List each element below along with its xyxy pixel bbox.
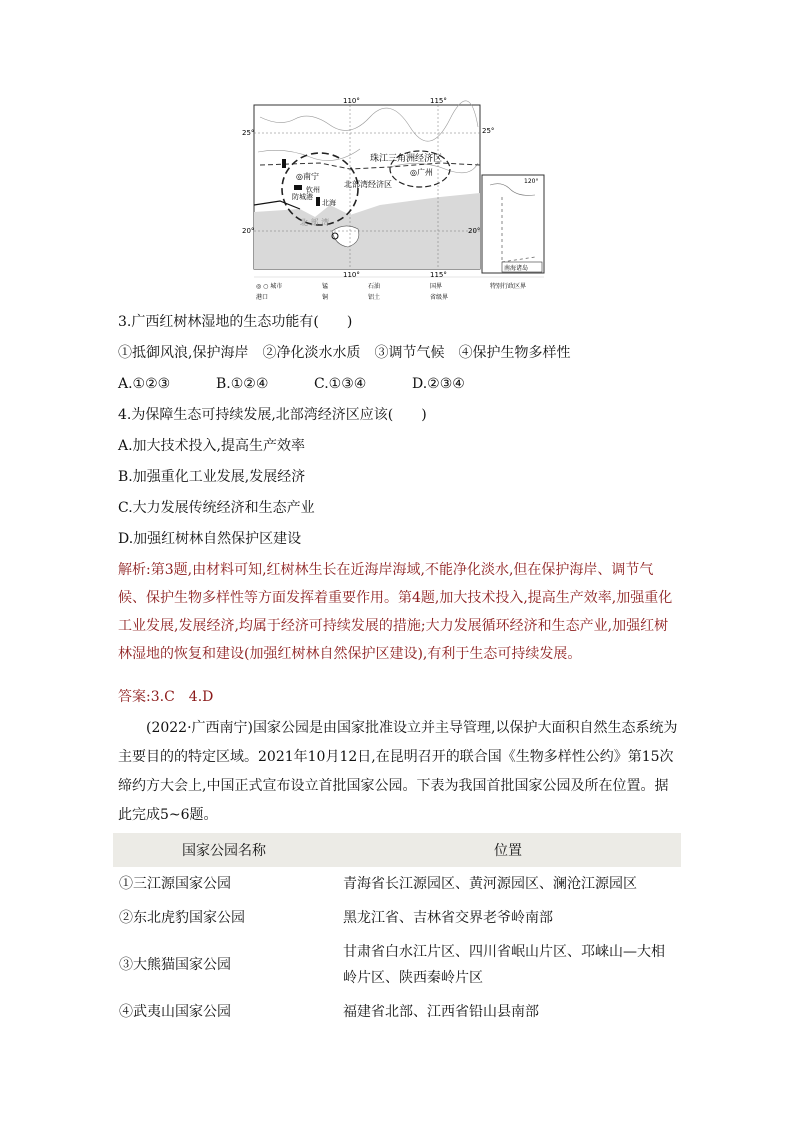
q4-option-d[interactable]: D.加强红树林自然保护区建设 [118, 531, 302, 547]
guangzhou-label: ◎广州 [410, 168, 433, 177]
q4-option-c[interactable]: C.大力发展传统经济和生态产业 [118, 500, 315, 516]
header-location: 位置 [335, 833, 681, 867]
legend-national-border: 国界 [430, 283, 443, 290]
park-location-cell: 福建省北部、江西省铅山县南部 [343, 1004, 539, 1020]
table-row [113, 935, 681, 995]
lat-25-right-label: 25° [482, 127, 495, 135]
q3-options: ①抵御风浪,保护海岸 ②净化淡水水质 ③调节气候 ④保护生物多样性 [118, 345, 571, 361]
intro-paragraph: (2022·广西南宁)国家公园是由国家批准设立并主导管理,以保护大面积自然生态系统为主要目的的特定区域。2021年10月12日,在昆明召开的联合国《生物多样性公约》第15次缔约方大会上,中国正式宣布设立首批国家公园。下表为我国首批国家公园及所在位置。据此完成5~6题。 [118, 720, 678, 823]
q4-option-b[interactable]: B.加强重化工业发展,发展经济 [118, 469, 306, 485]
legend-manganese: 锰 [322, 283, 329, 290]
q3-choice-a[interactable]: A.①②③ [118, 376, 171, 392]
table-row [113, 867, 681, 901]
park-location-cell: 黑龙江省、吉林省交界老爷岭南部 [343, 910, 553, 926]
inset-label: 南海诸岛 [504, 265, 529, 272]
legend-provincial-border: 省级界 [430, 294, 449, 301]
beihai-label: 北海 [322, 199, 336, 207]
park-name-cell: ②东北虎豹国家公园 [119, 910, 245, 926]
legend-aluminium: 铝土 [368, 294, 381, 301]
lon-110-label: 110° [343, 97, 360, 105]
prd-zone-label: 珠江三角洲经济区 [370, 154, 443, 164]
map-figure [240, 97, 550, 305]
lon-115-label: 115° [430, 97, 447, 105]
q3-choices [118, 374, 510, 394]
table-header-row [113, 833, 681, 867]
park-location-cell: 青海省长江源园区、黄河源园区、澜沧江源园区 [343, 876, 637, 892]
park-name-cell: ④武夷山国家公园 [119, 1004, 231, 1020]
table-row [113, 901, 681, 935]
lat-25-label: 25° [242, 129, 255, 137]
fangcheng-label: 防城港 [292, 193, 313, 201]
legend-city: ◎ ○ 城市 [256, 283, 283, 290]
q3-choice-c[interactable]: C.①③④ [314, 376, 367, 392]
legend-copper: 铜 [322, 294, 329, 301]
q3-stem: 3.广西红树林湿地的生态功能有( ) [118, 314, 353, 330]
park-location-cell: 甘肃省白水江片区、四川省岷山片区、邛崃山—大相岭片区、陕西秦岭片区 [343, 944, 665, 986]
lon-115-bottom-label: 115° [430, 271, 447, 279]
lat-20-right-label: 20° [468, 227, 481, 235]
beibu-gulf-map [240, 97, 550, 305]
q4-stem: 4.为保障生态可持续发展,北部湾经济区应该( ) [118, 407, 427, 423]
lon-120-label: 120° [524, 178, 539, 185]
park-name-cell: ①三江源国家公园 [119, 876, 231, 892]
legend-oil: 石油 [368, 283, 381, 290]
legend-special-border: 特别行政区界 [490, 283, 527, 290]
gulf-label: 北 部 湾 [300, 218, 330, 227]
analysis-text: 解析:第3题,由材料可知,红树林生长在近海岸海域,不能净化淡水,但在保护海岸、调节气候、保护生物多样性等方面发挥着重要作用。第4题,加大技术投入,提高生产效率,加强重化工业发展,发展经济,均属于经济可持续发展的措施;大力发展循环经济和生态产业,加强红树林湿地的恢复和建设(加强红树林自然保护区建设),有利于生态可持续发展。 [118, 562, 673, 662]
beibu-zone-label: 北部湾经济区 [344, 180, 392, 189]
national-parks-table [113, 833, 681, 1029]
nanning-label: ◎南宁 [296, 172, 319, 181]
q4-option-a[interactable]: A.加大技术投入,提高生产效率 [118, 438, 306, 454]
q3-choice-b[interactable]: B.①②④ [216, 376, 269, 392]
qinzhou-label: 钦州 [306, 186, 320, 194]
lon-110-bottom-label: 110° [343, 271, 360, 279]
legend-port: 港口 [256, 294, 269, 301]
answer-text: 答案:3.C 4.D [118, 689, 214, 705]
park-name-cell: ③大熊猫国家公园 [119, 957, 231, 973]
header-park-name: 国家公园名称 [113, 833, 335, 867]
lat-20-label: 20° [242, 227, 255, 235]
q3-choice-d[interactable]: D.②③④ [412, 376, 465, 392]
table-row [113, 995, 681, 1029]
